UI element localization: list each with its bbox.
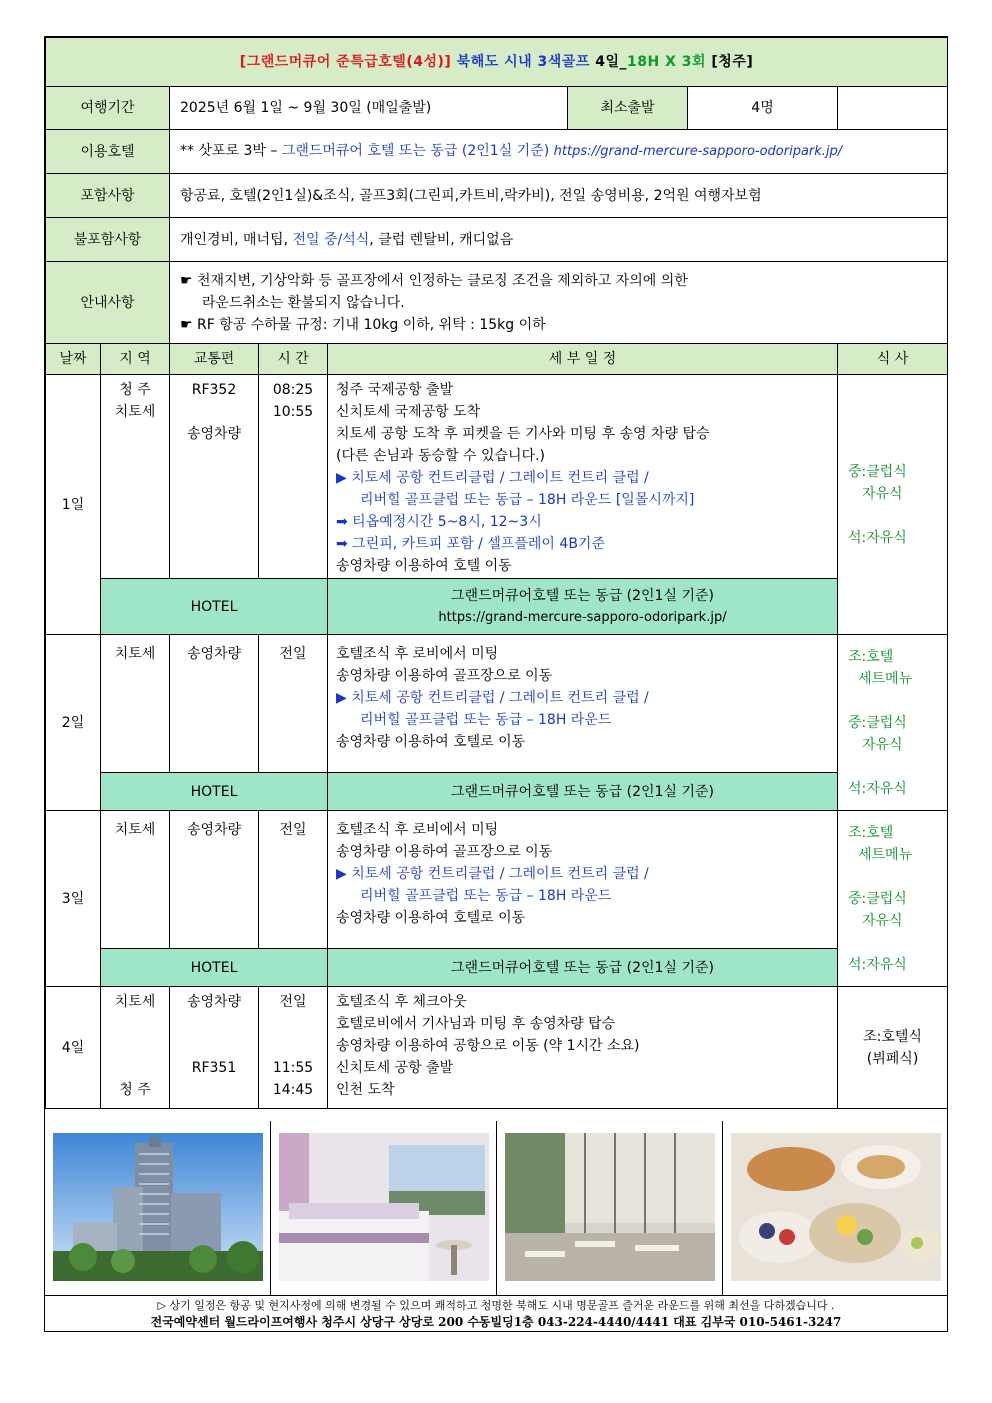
day1-row: [46, 375, 948, 579]
itinerary-sheet: [44, 36, 948, 1332]
day1-hotel-label: HOTEL: [101, 579, 328, 635]
notice-line-1: ☛ 천재지변, 기상악화 등 골프장에서 인정하는 클로징 조건을 제외하고 자의에 의한: [180, 272, 688, 289]
min-label-text: 최소출발: [568, 87, 688, 129]
excluded-a: 개인경비, 매너팁,: [180, 231, 293, 248]
hotel-exterior-photo: [53, 1133, 263, 1281]
day3-row: [46, 811, 948, 949]
day1-step: (다른 손님과 동승할 수 있습니다.): [336, 448, 545, 464]
header-detail: 세 부 일 정: [328, 344, 838, 375]
min-departure-label: [568, 87, 838, 130]
day4-time-2: 14:45: [272, 1082, 314, 1098]
day1-step: 송영차량 이용하여 호텔 이동: [336, 558, 512, 574]
day1-time: [259, 375, 328, 579]
min-departure-filler: [838, 87, 948, 130]
day1-region-2: 치토세: [114, 404, 156, 420]
day2-hotel-row: [46, 773, 948, 811]
day1-hotel-name: 그랜드머큐어호텔 또는 동급 (2인1실 기준): [451, 587, 714, 604]
day1-flight: RF352: [191, 382, 237, 398]
day2-step: 송영차량 이용하여 골프장으로 이동: [336, 668, 553, 684]
day1-time-1: 08:25: [272, 382, 314, 398]
min-departure-value: 4명: [688, 87, 837, 129]
day2-meal-dinner: 석:자유식: [848, 780, 907, 797]
day2-hotel-label: HOTEL: [101, 773, 328, 811]
day2-step: 리버힐 골프클럽 또는 동급 – 18H 라운드: [360, 712, 612, 728]
day4-car: 송영차량: [186, 994, 242, 1010]
photo-strip: [45, 1121, 947, 1296]
title-days: 4일_: [595, 54, 627, 70]
notice-line-2: 라운드취소는 환불되지 않습니다.: [202, 294, 405, 311]
day2-step: ▶ 치토세 공항 컨트리클럽 / 그레이트 컨트리 클럽 /: [336, 690, 649, 706]
day4-meal-breakfast: 조:호텔식: [863, 1028, 922, 1045]
day4-meals: [838, 987, 948, 1109]
period-label: 여행기간: [46, 87, 170, 130]
day1-hotel-url-link[interactable]: https://grand-mercure-sapporo-odoripark.jp/: [438, 609, 727, 625]
day4-step: 호텔조식 후 체크아웃: [336, 994, 467, 1010]
day4-step: 인천 도착: [336, 1082, 395, 1098]
footer-notice: ▷ 상기 일정은 항공 및 현지사정에 의해 변경될 수 있으며 쾌적하고 청명한 북해도 시내 명문골프 즐거운 라운드를 위해 최선을 다하겠습니다 .: [157, 1299, 835, 1312]
day1-label: 1일: [46, 375, 101, 635]
day4-step: 호텔로비에서 기사님과 미팅 후 송영차량 탑승: [336, 1016, 616, 1032]
day1-hotel-row: [46, 579, 948, 635]
day3-time: 전일: [259, 811, 328, 949]
hotel-value: [170, 130, 948, 174]
day1-meal-lunch: 중:클럽식: [848, 463, 907, 480]
breakfast-photo: [731, 1133, 941, 1281]
day4-step: 신치토세 공항 출발: [336, 1060, 454, 1076]
header-day: 날짜: [46, 344, 101, 375]
title-city: [청주]: [711, 54, 754, 70]
day1-step: ▶ 치토세 공항 컨트리클럽 / 그레이트 컨트리 클럽 /: [336, 470, 649, 486]
day2-region: 치토세: [101, 635, 170, 773]
page-title: [46, 38, 948, 87]
hotel-url-link[interactable]: https://grand-mercure-sapporo-odoripark.jp/: [553, 144, 843, 159]
day2-step: 송영차량 이용하여 호텔로 이동: [336, 734, 526, 750]
day3-hotel-label: HOTEL: [101, 949, 328, 987]
day4-flight: RF351: [191, 1060, 237, 1076]
day2-meal-breakfast-type: 세트메뉴: [858, 670, 913, 687]
title-hotel: [그랜드머큐어 준특급호텔(4성)]: [239, 54, 452, 70]
excluded-b: 전일 중/석식: [292, 231, 370, 248]
day2-meal-lunch-type: 자유식: [862, 736, 903, 753]
day2-schedule: [328, 635, 838, 773]
title-rounds: 18H X 3회: [627, 54, 707, 70]
day4-schedule: [328, 987, 838, 1109]
day3-hotel-value: 그랜드머큐어호텔 또는 동급 (2인1실 기준): [328, 949, 838, 987]
day4-time: [259, 987, 328, 1109]
hotel-prefix: ** 삿포로 3박 –: [180, 143, 282, 159]
day3-step: 리버힐 골프클럽 또는 동급 – 18H 라운드: [360, 888, 612, 904]
excluded-label: 불포함사항: [46, 218, 170, 262]
day1-schedule: [328, 375, 838, 579]
day2-label: 2일: [46, 635, 101, 811]
title-tour: 북해도 시내 3색골프: [456, 54, 590, 70]
day3-meal-lunch: 중:클럽식: [848, 890, 907, 907]
excluded-value: [170, 218, 948, 262]
hotel-restaurant-photo: [505, 1133, 715, 1281]
header-meal: 식 사: [838, 344, 948, 375]
notice-value: [170, 262, 948, 344]
header-time: 시 간: [259, 344, 328, 375]
day1-meal-dinner: 석:자유식: [848, 529, 907, 546]
itinerary-table: [45, 37, 948, 1109]
day2-meals: [838, 635, 948, 811]
day3-meal-lunch-type: 자유식: [862, 912, 903, 929]
excluded-c: , 클럽 렌탈비, 캐디없음: [369, 231, 514, 248]
day3-hotel-row: [46, 949, 948, 987]
day2-meal-breakfast: 조:호텔: [848, 648, 894, 665]
day1-hotel-value: [328, 579, 838, 635]
included-label: 포함사항: [46, 174, 170, 218]
schedule-header: [46, 344, 948, 375]
day4-meal-breakfast-type: (뷔페식): [866, 1050, 919, 1067]
day1-step: 치토세 공항 도착 후 피켓을 든 기사와 미팅 후 송영 차량 탑승: [336, 426, 710, 442]
day4-row: [46, 987, 948, 1109]
notice-line-3: ☛ RF 항공 수하물 규정: 기내 10kg 이하, 위탁 : 15kg 이하: [180, 316, 546, 333]
header-region: 지 역: [101, 344, 170, 375]
footer: [45, 1295, 947, 1331]
day4-time-1: 11:55: [272, 1060, 314, 1076]
day3-step: 송영차량 이용하여 호텔로 이동: [336, 910, 526, 926]
hotel-room-photo: [279, 1133, 489, 1281]
day4-region: [101, 987, 170, 1109]
day3-transport: 송영차량: [170, 811, 259, 949]
day1-transport: [170, 375, 259, 579]
day1-region: [101, 375, 170, 579]
day1-meals: [838, 375, 948, 635]
day3-region: 치토세: [101, 811, 170, 949]
day1-step: 신치토세 국제공항 도착: [336, 404, 481, 420]
day2-step: 호텔조식 후 로비에서 미팅: [336, 646, 499, 662]
day4-transport: [170, 987, 259, 1109]
day3-step: 송영차량 이용하여 골프장으로 이동: [336, 844, 553, 860]
day2-hotel-value: 그랜드머큐어호텔 또는 동급 (2인1실 기준): [328, 773, 838, 811]
day1-step: ➡ 그린피, 카트피 포함 / 셀프플레이 4B기준: [336, 536, 605, 552]
notice-label: 안내사항: [46, 262, 170, 344]
day4-step: 송영차량 이용하여 공항으로 이동 (약 1시간 소요): [336, 1038, 640, 1054]
day3-meal-dinner: 석:자유식: [848, 956, 907, 973]
day1-meal-lunch-type: 자유식: [862, 485, 903, 502]
day3-meal-breakfast-type: 세트메뉴: [858, 846, 913, 863]
day1-step: 리버힐 골프클럽 또는 동급 – 18H 라운드 [일몰시까지]: [360, 492, 695, 508]
day2-time: 전일: [259, 635, 328, 773]
day3-meals: [838, 811, 948, 987]
day1-region-1: 청 주: [119, 382, 151, 398]
day3-label: 3일: [46, 811, 101, 987]
hotel-label: 이용호텔: [46, 130, 170, 174]
day1-time-2: 10:55: [272, 404, 314, 420]
day4-region-1: 치토세: [114, 994, 156, 1010]
day3-step: ▶ 치토세 공항 컨트리클럽 / 그레이트 컨트리 클럽 /: [336, 866, 649, 882]
day4-region-2: 청 주: [119, 1082, 151, 1098]
day3-step: 호텔조식 후 로비에서 미팅: [336, 822, 499, 838]
period-value: 2025년 6월 1일 ~ 9월 30일 (매일출발): [170, 87, 568, 130]
day2-meal-lunch: 중:클럽식: [848, 714, 907, 731]
day1-step: 청주 국제공항 출발: [336, 382, 454, 398]
footer-contact: 전국예약센터 월드라이프여행사 청주시 상당구 상당로 200 수동빌딩1층 043-224-4440/4441 대표 김부국 010-5461-3247: [150, 1315, 842, 1329]
included-value: 항공료, 호텔(2인1실)&조식, 골프3회(그린피,카트비,락카비), 전일 송영비용, 2억원 여행자보험: [170, 174, 948, 218]
day2-transport: 송영차량: [170, 635, 259, 773]
header-transport: 교통편: [170, 344, 259, 375]
hotel-name: 그랜드머큐어 호텔 또는 동급 (2인1실 기준): [281, 143, 550, 159]
day3-meal-breakfast: 조:호텔: [848, 824, 894, 841]
day4-time-0: 전일: [279, 994, 307, 1010]
day2-row: [46, 635, 948, 773]
day3-schedule: [328, 811, 838, 949]
day1-step: ➡ 티옵예정시간 5~8시, 12~3시: [336, 514, 542, 530]
day4-label: 4일: [46, 987, 101, 1109]
day1-car: 송영차량: [186, 426, 242, 442]
